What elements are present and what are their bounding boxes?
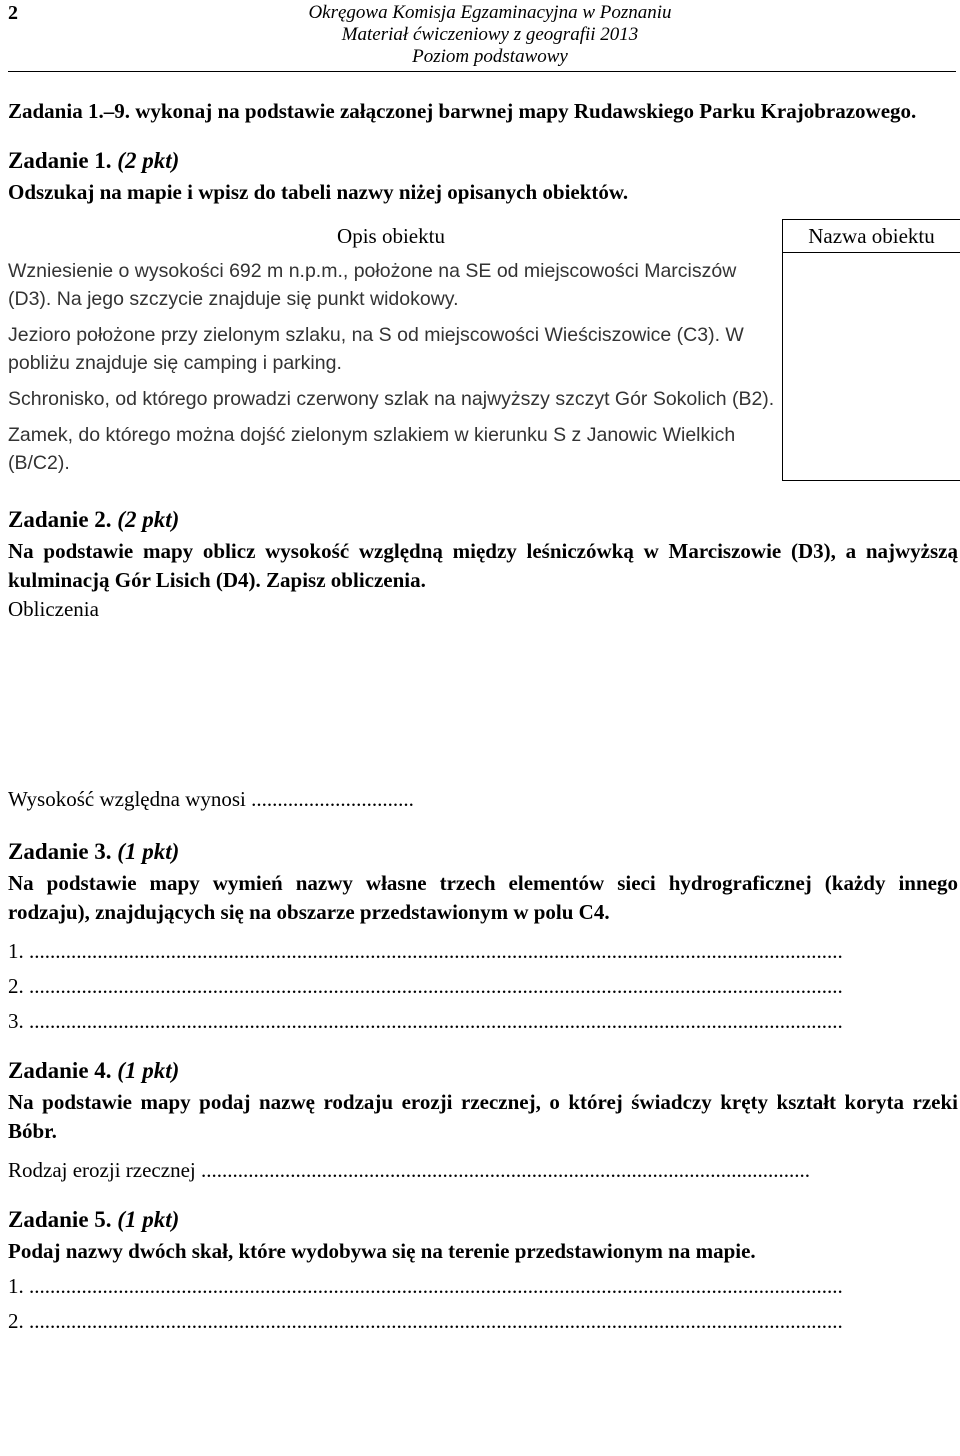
object-name-answer[interactable] <box>783 417 960 481</box>
header-line-3: Poziom podstawowy <box>412 46 568 67</box>
task4-points: (1 pkt) <box>117 1058 180 1083</box>
task5-answer-line-1[interactable]: 1. ........................................................................................................................................................... <box>8 1274 843 1298</box>
task5-instruction: Podaj nazwy dwóch skał, które wydobywa się na terenie przedstawionym na mapie. <box>8 1239 756 1263</box>
task1-title: Zadanie 1. <box>8 148 112 173</box>
task3-answer-line-2[interactable]: 2. ........................................................................................................................................................... <box>8 974 843 998</box>
column-header-description: Opis obiektu <box>337 223 445 248</box>
page-number: 2 <box>8 2 18 24</box>
table-row <box>0 253 960 317</box>
task2-heading <box>8 506 958 534</box>
task3-points: (1 pkt) <box>117 839 180 864</box>
task1-heading <box>8 147 958 175</box>
header-line-2: Materiał ćwiczeniowy z geografii 2013 <box>341 24 639 45</box>
task4-heading <box>8 1057 958 1085</box>
header-divider <box>8 71 956 72</box>
task4-answer-line[interactable]: Rodzaj erozji rzecznej .................................................................................................................... <box>8 1158 810 1182</box>
table-row <box>0 317 960 381</box>
task2-instruction: Na podstawie mapy oblicz wysokość względną między leśniczówką w Marciszowie (D3), a najwyższą kulminacją Gór Lisich (D4). Zapisz obliczenia. <box>8 539 958 592</box>
column-header-name: Nazwa obiektu <box>783 220 960 253</box>
task3-answer-line-3[interactable]: 3. ........................................................................................................................................................... <box>8 1009 843 1033</box>
task4-title: Zadanie 4. <box>8 1058 112 1083</box>
page-content <box>8 96 958 1336</box>
task5-answer-line-2[interactable]: 2. ........................................................................................................................................................... <box>8 1309 843 1333</box>
task5-points: (1 pkt) <box>117 1207 180 1232</box>
header-line-1: Okręgowa Komisja Egzaminacyjna w Poznaniu <box>308 2 672 23</box>
task3-instruction: Na podstawie mapy wymień nazwy własne trzech elementów sieci hydrograficznej (każdy innego rodzaju), znajdujących się na obszarze przedstawionym w polu C4. <box>8 871 958 924</box>
task3-heading <box>8 838 958 866</box>
header-titles <box>0 2 960 68</box>
table-row <box>0 417 960 481</box>
task2-answer-line[interactable]: Wysokość względna wynosi ............................... <box>8 787 414 811</box>
table-row <box>0 381 960 417</box>
task2-title: Zadanie 2. <box>8 507 112 532</box>
task2-points: (2 pkt) <box>117 507 180 532</box>
intro-text: Zadania 1.–9. wykonaj na podstawie załączonej barwnej mapy Rudawskiego Parku Krajobrazowego. <box>8 99 917 123</box>
object-description: Jezioro położone przy zielonym szlaku, na S od miejscowości Wieściszowice (C3). W pobliżu znajduje się camping i parking. <box>8 323 744 374</box>
task4-instruction: Na podstawie mapy podaj nazwę rodzaju erozji rzecznej, o której świadczy kręty kształt koryta rzeki Bóbr. <box>8 1090 958 1143</box>
object-description: Wzniesienie o wysokości 692 m n.p.m., położone na SE od miejscowości Marciszów (D3). Na jego szczycie znajduje się punkt widokowy. <box>8 259 737 310</box>
object-description: Zamek, do którego można dojść zielonym szlakiem w kierunku S z Janowic Wielkich (B/C2). <box>8 423 736 474</box>
task5-title: Zadanie 5. <box>8 1207 112 1232</box>
task3-answer-line-1[interactable]: 1. ........................................................................................................................................................... <box>8 939 843 963</box>
object-description: Schronisko, od którego prowadzi czerwony szlak na najwyższy szczyt Gór Sokolich (B2). <box>8 387 775 410</box>
page-header <box>0 0 960 72</box>
calculations-label: Obliczenia <box>8 597 99 621</box>
table-header-row <box>0 220 960 253</box>
object-name-answer[interactable] <box>783 381 960 417</box>
task5-heading <box>8 1206 958 1234</box>
object-name-answer[interactable] <box>783 253 960 317</box>
calculations-area[interactable] <box>8 623 958 785</box>
task3-title: Zadanie 3. <box>8 839 112 864</box>
objects-table <box>0 219 960 481</box>
object-name-answer[interactable] <box>783 317 960 381</box>
task1-instruction: Odszukaj na mapie i wpisz do tabeli nazwy niżej opisanych obiektów. <box>8 180 629 204</box>
task1-points: (2 pkt) <box>117 148 180 173</box>
